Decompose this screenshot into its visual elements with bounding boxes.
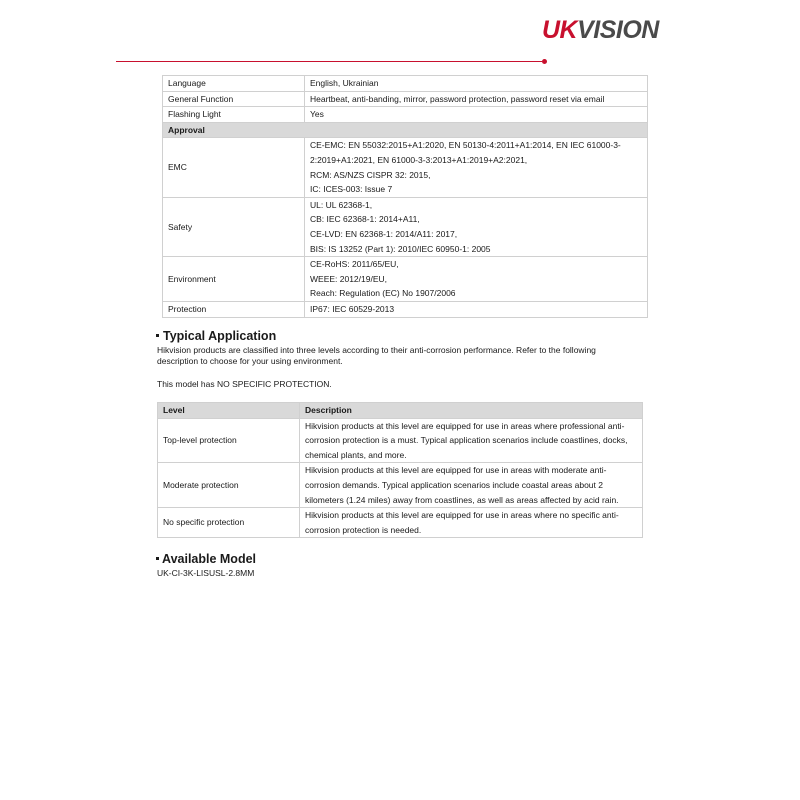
description-cell [300,418,643,463]
description-line: corrosion protection is a must. Typical application scenarios include coastlines, docks, [305,435,628,446]
table-row [158,508,643,538]
level-cell: Top-level protection [158,418,300,463]
spec-row-environment [163,257,648,302]
logo-uk: UK [542,16,578,44]
spec-value: Heartbeat, anti-banding, mirror, password protection, password reset via email [305,91,648,107]
table-header-row [158,403,643,419]
protection-level-table [157,402,643,538]
description-line: corrosion demands. Typical application scenarios include coastal areas about 2 [305,479,603,490]
table-row [158,463,643,508]
table-row [158,418,643,463]
description-line: corrosion protection is needed. [305,524,422,535]
spec-row-protection [163,301,648,317]
spec-table [162,75,648,318]
header-divider [116,61,542,62]
column-header-description: Description [300,403,643,419]
spec-row-language [163,76,648,92]
spec-row-emc [163,138,648,197]
model-protection-note: This model has NO SPECIFIC PROTECTION. [157,379,332,389]
spec-label: EMC [163,138,305,197]
spec-line: UL: UL 62368-1, [310,199,373,210]
spec-value [305,138,648,197]
spec-line: RCM: AS/NZS CISPR 32: 2015, [310,169,431,180]
description-line: Hikvision products at this level are equipped for use in areas where professional anti- [305,420,625,431]
logo-vision: VISION [577,16,659,44]
spec-line: BIS: IS 13252 (Part 1): 2010/IEC 60950-1: 2005 [310,243,491,254]
spec-line: IC: ICES-003: Issue 7 [310,184,393,195]
description-line: Hikvision products at this level are equipped for use in areas with moderate anti- [305,465,607,476]
intro-line-1: Hikvision products are classified into three levels according to their anti-corrosion performance. Refer to the following [157,345,596,355]
spec-section-approval [163,122,648,138]
spec-value: English, Ukrainian [305,76,648,92]
spec-row-general-function [163,91,648,107]
spec-line: CB: IEC 62368-1: 2014+A11, [310,214,420,225]
spec-value: IP67: IEC 60529-2013 [305,301,648,317]
column-header-level: Level [158,403,300,419]
header-divider-dot [542,59,547,64]
description-line: Hikvision products at this level are equipped for use in areas where no specific anti- [305,510,619,521]
spec-row-safety [163,197,648,256]
model-number: UK-CI-3K-LISUSL-2.8MM [157,568,255,578]
intro-line-2: description to choose for your using environment. [157,356,343,366]
spec-line: Reach: Regulation (EC) No 1907/2006 [310,288,456,299]
spec-line: CE-RoHS: 2011/65/EU, [310,259,399,270]
brand-logo [542,16,659,45]
spec-label: Language [163,76,305,92]
level-cell: Moderate protection [158,463,300,508]
typical-application-heading: Typical Application [163,329,277,343]
bullet-icon [156,557,159,560]
spec-value [305,197,648,256]
spec-value: Yes [305,107,648,123]
section-heading: Approval [163,122,648,138]
spec-line: CE-EMC: EN 55032:2015+A1:2020, EN 50130-4:2011+A1:2014, EN IEC 61000-3- [310,140,621,151]
level-cell: No specific protection [158,508,300,538]
description-line: chemical plants, and more. [305,449,407,460]
spec-label: General Function [163,91,305,107]
spec-label: Safety [163,197,305,256]
bullet-icon [156,334,159,337]
available-model-heading: Available Model [162,552,257,566]
description-line: kilometers (1.24 miles) away from coastlines, as well as areas affected by acid rain. [305,494,619,505]
spec-label: Environment [163,257,305,302]
spec-label: Flashing Light [163,107,305,123]
description-cell [300,508,643,538]
spec-line: WEEE: 2012/19/EU, [310,273,388,284]
spec-label: Protection [163,301,305,317]
spec-line: 2:2019+A1:2021, EN 61000-3-3:2013+A1:2019+A2:2021, [310,154,528,165]
description-cell [300,463,643,508]
spec-row-flashing-light [163,107,648,123]
spec-line: CE-LVD: EN 62368-1: 2014/A11: 2017, [310,228,458,239]
spec-value [305,257,648,302]
